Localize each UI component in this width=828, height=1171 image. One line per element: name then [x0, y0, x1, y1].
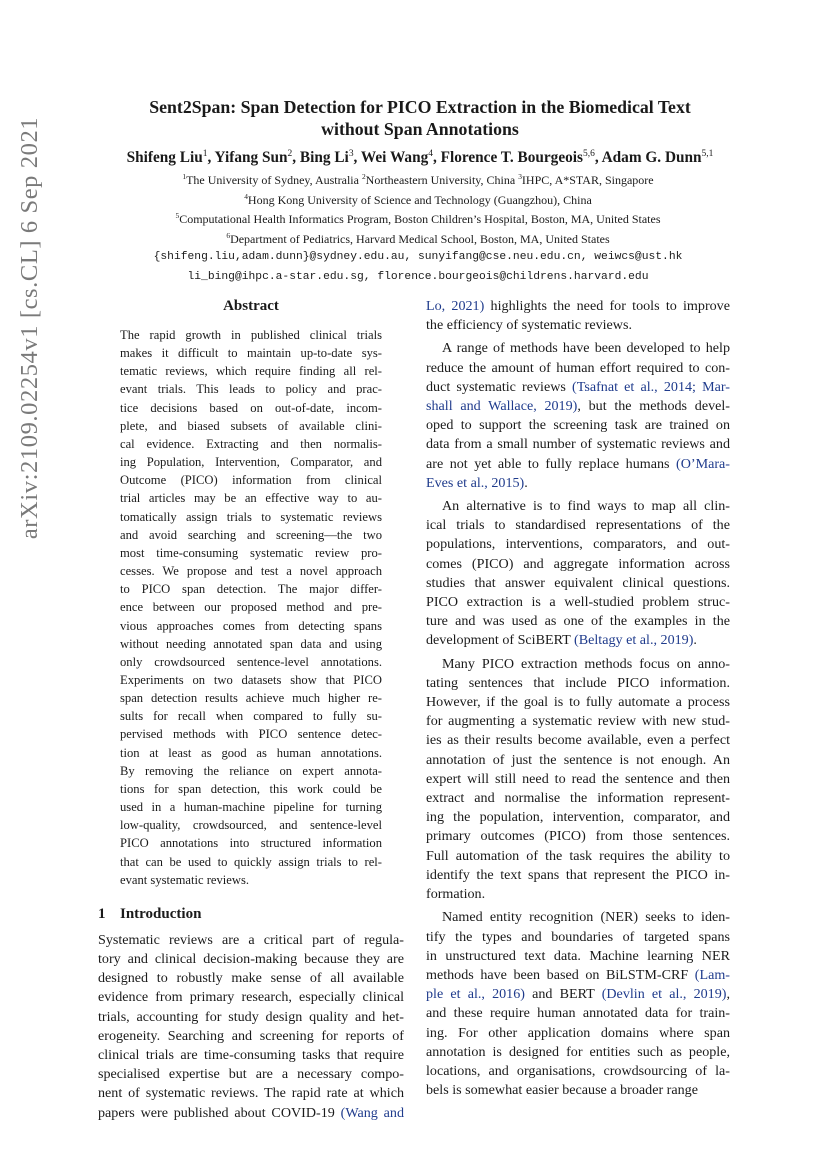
line-text: tify the types and boundaries of targeted spans — [426, 928, 730, 945]
body-line — [426, 885, 730, 904]
citation-link: (Wang and — [340, 1104, 404, 1121]
line-text: An alternative is to find ways to map all clin- — [442, 498, 730, 515]
body-line — [426, 631, 730, 650]
body-line — [426, 908, 730, 927]
body-line — [426, 574, 730, 593]
line-text: and these require human annotated data for train- — [426, 1005, 730, 1022]
abstract-body — [120, 326, 382, 889]
affiliation-text: Computational Health Informatics Program, Boston Children’s Hospital, Boston, MA, United States — [179, 212, 661, 226]
author-affiliation-mark: 5,6 — [582, 148, 595, 159]
section-number: 1 — [98, 905, 106, 922]
body-line: erogeneity. Searching and screening for reports of — [98, 1027, 404, 1044]
abstract-line: By removing the reliance on expert annota- — [120, 763, 382, 778]
arxiv-identifier: arXiv:2109.02254v1 [cs.CL] 6 Sep 2021 — [16, 116, 43, 540]
line-text: reduce the amount of human effort required to con- — [426, 359, 730, 376]
body-line — [426, 847, 730, 866]
body-line: evidence from primary research, especially clinical — [98, 989, 404, 1006]
abstract-line: only crowdsourced sentence-level annotations. — [120, 654, 382, 669]
line-text: methods have been based on BiLSTM-CRF — [426, 966, 695, 983]
line-text: Many PICO extraction methods focus on anno- — [442, 655, 730, 672]
affiliation-line — [60, 171, 776, 191]
abstract-line: vious approaches comes from detecting spans — [120, 618, 382, 633]
abstract-line: used in a human-machine pipeline for turning — [120, 800, 382, 815]
author-affiliation-mark: 2 — [287, 148, 293, 159]
body-line — [426, 655, 730, 674]
citation-link: (Beltagy et al., 2019) — [574, 632, 694, 649]
body-line — [98, 1104, 404, 1123]
abstract-line: cesses. We propose and test a novel approach — [120, 564, 382, 579]
body-line — [426, 966, 730, 985]
abstract-line: tice decisions based on out-of-date, incom- — [120, 400, 382, 415]
affiliation-line — [60, 210, 776, 230]
line-text: populations, interventions, comparators, and out- — [426, 536, 730, 553]
abstract-line: and avoid searching and screening—the two — [120, 527, 382, 542]
affiliation-text: Hong Kong University of Science and Technology (Guangzhou), China — [247, 192, 592, 207]
line-text: ing the population, intervention, comparator, and — [426, 809, 730, 826]
abstract-line: most time-consuming systematic review pro- — [120, 545, 382, 560]
affiliation-text: The University of Sydney, Australia — [186, 173, 362, 187]
line-text: locations, and organisations, crowdsourcing of la- — [426, 1062, 730, 1079]
line-text: oped to support the screening task are trained on — [426, 417, 730, 434]
line-text: for augmenting a systematic review with new stud- — [426, 713, 730, 730]
line-text: comes (PICO) and aggregate information across — [426, 555, 730, 572]
line-text: bels is somewhat easier because a broader range — [426, 1082, 698, 1099]
affiliation-line — [60, 191, 776, 211]
body-line — [426, 866, 730, 885]
body-line — [426, 928, 730, 947]
line-text: formation. — [426, 886, 486, 903]
affiliation-text: Department of Pediatrics, Harvard Medical School, Boston, MA, United States — [230, 231, 610, 246]
body-line — [426, 674, 730, 693]
line-text: , but the methods devel- — [577, 398, 730, 415]
body-line: Systematic reviews are a critical part of regula- — [98, 931, 404, 948]
citation-link: (Tsafnat et al., 2014; Mar- — [572, 378, 730, 395]
affiliation-mark: 1 — [182, 172, 187, 181]
section-heading-introduction — [98, 904, 404, 924]
paragraph — [426, 655, 730, 905]
paper-title — [90, 96, 750, 140]
body-line — [426, 789, 730, 808]
body-line — [426, 359, 730, 378]
line-text: tating sentences that include PICO information. — [426, 674, 730, 691]
body-line — [426, 435, 730, 454]
body-line — [426, 516, 730, 535]
line-text: development of SciBERT — [426, 632, 575, 649]
body-line — [426, 555, 730, 574]
line-text: and BERT — [524, 986, 602, 1003]
affiliations — [60, 171, 776, 249]
line-text: studies that answer equivalent clinical questions. — [426, 574, 730, 591]
abstract-line: tomatically assign trials to systematic reviews — [120, 509, 382, 524]
abstract-line: to PICO span detection. The major differ- — [120, 582, 382, 597]
abstract-line: tion at least as good as human annotations. — [120, 745, 382, 760]
author-emails — [60, 248, 776, 287]
body-line: trials, accounting for study design quality and het- — [98, 1008, 404, 1025]
body-line — [426, 378, 730, 397]
author-list: Shifeng Liu$^1$, Yifang Sun$^2$, Bing Li$^3$, Wei Wang$^4$, Florence T. Bourgeois$^{5,6}$, Adam G. Dunn$^{5,1}$ — [126, 148, 714, 166]
author-affiliation-mark: 5,1 — [701, 148, 714, 159]
abstract-line: ence between our proposed method and pre- — [120, 600, 382, 615]
line-text: are not yet able to fully replace humans — [426, 455, 676, 472]
body-line — [426, 947, 730, 966]
line-text: ies as their results become available, even a perfect — [426, 732, 730, 749]
abstract-line: makes it difficult to maintain up-to-date sys- — [120, 346, 382, 361]
abstract-line: span detection results achieve much higher re- — [120, 691, 382, 706]
body-line — [426, 593, 730, 612]
line-text: ical trials to standardised representations of the — [426, 517, 730, 534]
abstract-line: Outcome (PICO) information from clinical — [120, 473, 382, 488]
line-text: in unstructured text data. Machine learning NER — [426, 947, 730, 964]
body-line: nent of systematic reviews. The rapid rate at which — [98, 1085, 404, 1102]
body-line — [426, 1081, 730, 1100]
body-line — [426, 751, 730, 770]
abstract-line: evant systematic reviews. — [120, 872, 250, 887]
paragraph — [426, 497, 730, 651]
abstract-line: sults for recall when compared to fully su- — [120, 709, 382, 724]
body-line: tory and clinical decision-making because they are — [98, 951, 404, 968]
line-text: highlights the need for tools to improve — [484, 298, 730, 314]
author-name: Adam G. Dunn — [601, 149, 702, 166]
line-text: PICO extraction is a well-studied problem struc- — [426, 594, 730, 611]
section-title: Introduction — [120, 905, 202, 922]
abstract-line: tions for span detection, this work could be — [120, 781, 382, 796]
body-line — [426, 339, 730, 358]
author-name: Shifeng Liu — [126, 149, 203, 166]
title-line: without Span Annotations — [321, 119, 519, 139]
body-line — [426, 612, 730, 631]
abstract-line: PICO annotations into structured information — [120, 836, 382, 851]
line-text: . — [693, 632, 697, 649]
abstract-line: ing Population, Intervention, Comparator, and — [120, 455, 382, 470]
citation-link: Eves et al., 2015) — [426, 474, 525, 491]
left-column — [98, 296, 404, 1123]
line-text: However, if the goal is to fully automate a process — [426, 694, 730, 711]
abstract-line: Experiments on two datasets show that PICO — [120, 672, 382, 687]
affiliation-text: IHPC, A*STAR, Singapore — [521, 173, 654, 187]
citation-link: shall and Wallace, 2019) — [426, 398, 578, 415]
abstract-line: trial articles may be an effective way to au- — [120, 491, 382, 506]
line-text: duct systematic reviews — [426, 378, 573, 395]
body-line — [426, 316, 730, 335]
line-text: data from a small number of systematic reviews and — [426, 436, 730, 453]
line-text: the efficiency of systematic reviews. — [426, 317, 632, 334]
citation-link: (O’Mara- — [676, 455, 730, 472]
email-line: li_bing@ihpc.a-star.edu.sg, florence.bourgeois@childrens.harvard.edu — [187, 270, 649, 283]
affiliation-line — [60, 230, 776, 250]
body-line — [426, 397, 730, 416]
citation-link: ple et al., 2016) — [426, 986, 525, 1003]
abstract-heading: Abstract — [223, 298, 279, 314]
introduction-body — [98, 931, 404, 1123]
line-text: extract and normalise the information represent- — [426, 790, 730, 807]
line-text: Full automation of the task requires the ability to — [426, 847, 730, 864]
line-text: ing. For other application domains where span — [426, 1024, 730, 1041]
line-text: , — [726, 986, 730, 1003]
line-text: expert will still need to read the sentence and then — [426, 770, 730, 787]
line-text: ture and was used as one of the examples in the — [426, 613, 730, 630]
abstract-line: low-quality, crowdsourced, and sentence-level — [120, 818, 382, 833]
author-name: Florence T. Bourgeois — [440, 149, 583, 166]
abstract-line: The rapid growth in published clinical trials — [120, 328, 382, 342]
body-line — [426, 712, 730, 731]
body-line — [426, 416, 730, 435]
body-line — [426, 1024, 730, 1043]
abstract-line: that can be used to quickly assign trials to rel- — [120, 854, 382, 869]
abstract-line: without needing annotated span data and using — [120, 636, 382, 651]
body-line — [426, 770, 730, 789]
body-line — [426, 1043, 730, 1062]
right-column — [426, 297, 730, 1104]
affiliation-mark: 5 — [175, 211, 180, 220]
body-line — [426, 808, 730, 827]
line-text: Named entity recognition (NER) seeks to iden- — [442, 909, 730, 926]
abstract-line: plete, and biased subsets of available clini- — [120, 418, 382, 433]
title-line: Sent2Span: Span Detection for PICO Extraction in the Biomedical Text — [149, 97, 691, 117]
body-line: clinical trials are time-consuming tasks that require — [98, 1047, 404, 1064]
body-line — [426, 1004, 730, 1023]
citation-link: (Devlin et al., 2019) — [601, 986, 727, 1003]
body-line — [426, 827, 730, 846]
email-line: {shifeng.liu,adam.dunn}@sydney.edu.au, sunyifang@cse.neu.edu.cn, weiwcs@ust.hk — [153, 251, 683, 263]
author-name: Wei Wang — [360, 149, 429, 166]
body-line: specialised expertise but are a necessary compo- — [98, 1066, 404, 1083]
line-text: A range of methods have been developed to help — [442, 340, 730, 357]
abstract-line: cal evidence. Extracting and then normalis- — [120, 436, 382, 451]
affiliation-mark: 3 — [518, 172, 522, 181]
line-text: annotation of just the sentence is not enough. An — [426, 751, 730, 768]
body-line — [426, 535, 730, 554]
abstract-line: tematic reviews, which require finding all rel- — [120, 364, 382, 379]
paragraph — [426, 297, 730, 335]
author-affiliation-mark: 4 — [428, 148, 433, 159]
body-line — [426, 455, 730, 474]
paragraph — [426, 908, 730, 1100]
line-text: annotation is designed for entities such as people, — [426, 1043, 730, 1060]
line-text: papers were published about COVID-19 — [98, 1104, 341, 1121]
paragraph — [426, 339, 730, 493]
body-line — [426, 731, 730, 750]
affiliation-mark: 6 — [226, 230, 231, 240]
affiliation-text: Northeastern University, China — [365, 173, 519, 187]
body-line — [426, 693, 730, 712]
author-affiliation-mark: 3 — [348, 148, 354, 159]
author-name: Bing Li — [299, 149, 349, 166]
line-text: . — [524, 474, 528, 491]
author-name: Yifang Sun — [214, 149, 288, 166]
body-line — [426, 1062, 730, 1081]
citation-link: Lo, 2021) — [426, 298, 485, 314]
body-line — [426, 297, 730, 316]
abstract-line: pervised methods with PICO sentence detec- — [120, 727, 382, 742]
body-line — [426, 985, 730, 1004]
author-affiliation-mark: 1 — [202, 148, 208, 159]
line-text: primary outcomes (PICO) from those sentences. — [426, 828, 730, 845]
affiliation-mark: 2 — [361, 172, 366, 181]
affiliation-mark: 4 — [244, 191, 248, 201]
abstract-line: evant trials. This leads to policy and prac- — [120, 382, 382, 397]
body-line — [426, 474, 730, 493]
body-line: designed to robustly make sense of all available — [98, 970, 404, 987]
body-line — [426, 497, 730, 516]
line-text: identify the text spans that represent the PICO in- — [426, 866, 730, 883]
citation-link: (Lam- — [694, 966, 730, 983]
